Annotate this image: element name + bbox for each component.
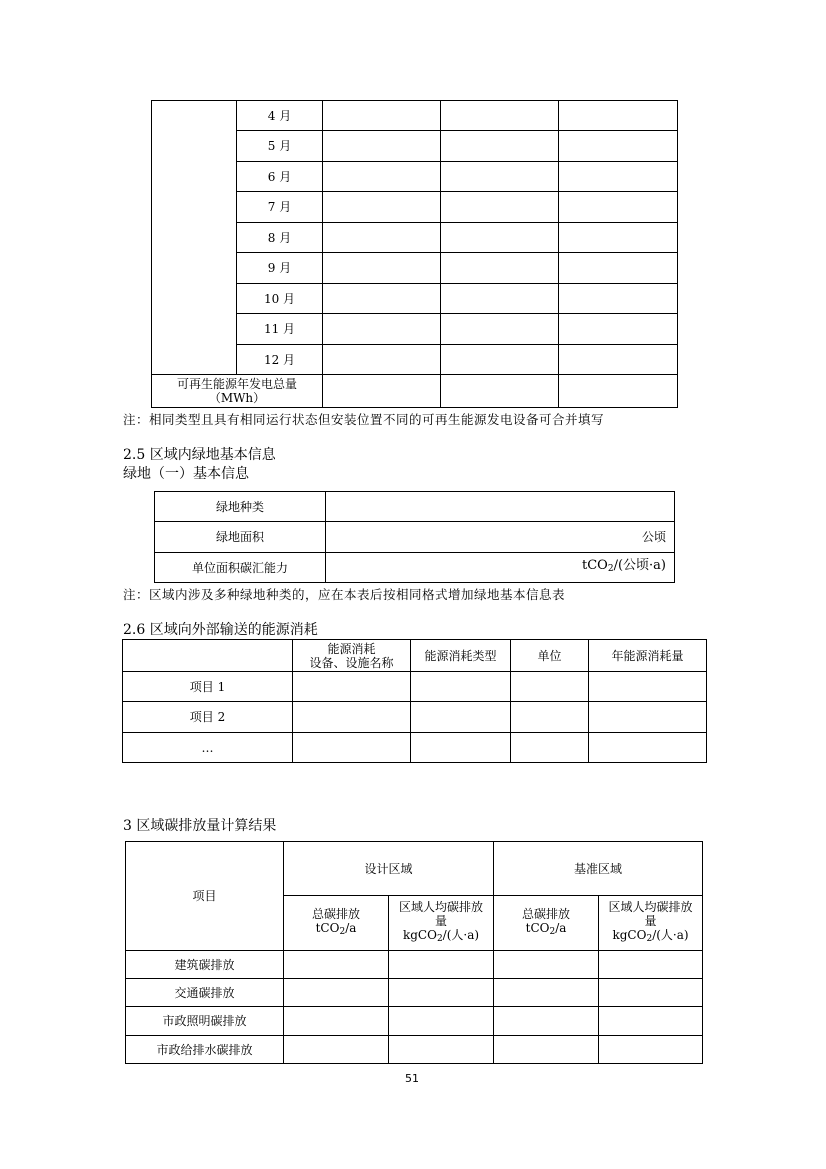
- data-cell[interactable]: [284, 1036, 389, 1064]
- data-cell[interactable]: [284, 979, 389, 1007]
- data-cell[interactable]: [441, 162, 559, 192]
- data-cell[interactable]: [323, 223, 441, 253]
- data-cell[interactable]: [323, 314, 441, 345]
- renewable-generation-table: [151, 100, 678, 408]
- data-cell[interactable]: [441, 131, 559, 162]
- data-cell[interactable]: [589, 702, 707, 733]
- data-cell[interactable]: [323, 101, 441, 131]
- annual-consumption-header: 年能源消耗量: [589, 640, 707, 672]
- data-cell[interactable]: [284, 1007, 389, 1036]
- carbon-sink-value[interactable]: [326, 553, 675, 583]
- month-label: 4 月: [237, 101, 323, 131]
- water-emission-label: 市政给排水碳排放: [126, 1036, 284, 1064]
- data-cell[interactable]: [559, 223, 678, 253]
- annual-total-label: [152, 375, 323, 408]
- data-cell[interactable]: [599, 979, 703, 1007]
- data-cell[interactable]: [511, 702, 589, 733]
- data-cell[interactable]: [441, 314, 559, 345]
- green-area-value[interactable]: [326, 522, 675, 553]
- data-cell[interactable]: [559, 284, 678, 314]
- month-label: 9 月: [237, 253, 323, 284]
- item-label: 项目 2: [123, 702, 293, 733]
- note-renewable: 注：相同类型且具有相同运行状态但安装位置不同的可再生能源发电设备可合并填写: [123, 412, 605, 427]
- empty-header-cell: [123, 640, 293, 672]
- merged-type-cell: [152, 101, 237, 375]
- data-cell[interactable]: [389, 979, 494, 1007]
- month-label: 12 月: [237, 345, 323, 375]
- data-cell[interactable]: [411, 702, 511, 733]
- data-cell[interactable]: [494, 951, 599, 979]
- data-cell[interactable]: [599, 1036, 703, 1064]
- data-cell[interactable]: [441, 223, 559, 253]
- data-cell[interactable]: [494, 979, 599, 1007]
- green-space-subheading: 绿地（一）基本信息: [123, 466, 249, 482]
- month-label: 10 月: [237, 284, 323, 314]
- annual-total-label-line1: 可再生能源年发电总量: [176, 377, 297, 391]
- design-area-header: 设计区域: [284, 842, 494, 896]
- annual-total-label-line2: （MWh）: [208, 391, 266, 405]
- data-cell[interactable]: [323, 253, 441, 284]
- data-cell[interactable]: [559, 131, 678, 162]
- data-cell[interactable]: [411, 733, 511, 763]
- green-type-label: 绿地种类: [155, 492, 326, 522]
- data-cell[interactable]: [559, 253, 678, 284]
- data-cell[interactable]: [323, 284, 441, 314]
- data-cell[interactable]: [589, 672, 707, 702]
- energy-export-table: [122, 639, 707, 763]
- carbon-sink-unit: tCO$_2$/(公顷·a): [582, 558, 666, 574]
- data-cell[interactable]: [323, 192, 441, 223]
- data-cell[interactable]: [441, 284, 559, 314]
- data-cell[interactable]: [441, 345, 559, 375]
- device-name-header: 能源消耗 设备、设施名称: [293, 640, 411, 672]
- section-3-heading: 3 区域碳排放量计算结果: [123, 818, 277, 834]
- data-cell[interactable]: [411, 672, 511, 702]
- month-label: 7 月: [237, 192, 323, 223]
- section-2-6-heading: 2.6 区域向外部输送的能源消耗: [123, 622, 318, 638]
- design-percapita-header: 区域人均碳排放 量 kgCO$_2$/(人·a): [389, 896, 494, 951]
- data-cell[interactable]: [589, 733, 707, 763]
- data-cell[interactable]: [441, 253, 559, 284]
- data-cell[interactable]: [389, 1036, 494, 1064]
- page-number: 51: [405, 1072, 419, 1085]
- item-label: …: [123, 733, 293, 763]
- section-2-5-heading: 2.5 区域内绿地基本信息: [123, 447, 276, 463]
- data-cell[interactable]: [323, 345, 441, 375]
- green-area-label: 绿地面积: [155, 522, 326, 553]
- note-green-space: 注：区域内涉及多种绿地种类的，应在本表后按相同格式增加绿地基本信息表: [123, 587, 566, 602]
- month-label: 6 月: [237, 162, 323, 192]
- baseline-area-header: 基准区域: [494, 842, 703, 896]
- lighting-emission-label: 市政照明碳排放: [126, 1007, 284, 1036]
- data-cell[interactable]: [323, 375, 441, 408]
- data-cell[interactable]: [599, 1007, 703, 1036]
- data-cell[interactable]: [559, 101, 678, 131]
- data-cell[interactable]: [599, 951, 703, 979]
- baseline-total-header: 总碳排放 tCO$_2$/a: [494, 896, 599, 951]
- data-cell[interactable]: [559, 375, 678, 408]
- data-cell[interactable]: [559, 345, 678, 375]
- data-cell[interactable]: [293, 672, 411, 702]
- data-cell[interactable]: [293, 733, 411, 763]
- unit-header: 单位: [511, 640, 589, 672]
- energy-type-header: 能源消耗类型: [411, 640, 511, 672]
- data-cell[interactable]: [441, 375, 559, 408]
- data-cell[interactable]: [494, 1036, 599, 1064]
- data-cell[interactable]: [441, 192, 559, 223]
- data-cell[interactable]: [441, 101, 559, 131]
- green-type-value[interactable]: [326, 492, 675, 522]
- carbon-results-table: [125, 841, 703, 1064]
- month-label: 5 月: [237, 131, 323, 162]
- green-area-unit: 公顷: [641, 530, 666, 544]
- green-space-table: [154, 491, 675, 583]
- item-header: 项目: [126, 842, 284, 951]
- item-label: 项目 1: [123, 672, 293, 702]
- month-label: 11 月: [237, 314, 323, 345]
- month-label: 8 月: [237, 223, 323, 253]
- data-cell[interactable]: [323, 162, 441, 192]
- data-cell[interactable]: [389, 951, 494, 979]
- baseline-percapita-header: 区域人均碳排放 量 kgCO$_2$/(人·a): [599, 896, 703, 951]
- data-cell[interactable]: [323, 131, 441, 162]
- transport-emission-label: 交通碳排放: [126, 979, 284, 1007]
- data-cell[interactable]: [389, 1007, 494, 1036]
- design-total-header: 总碳排放 tCO$_2$/a: [284, 896, 389, 951]
- data-cell[interactable]: [293, 702, 411, 733]
- data-cell[interactable]: [511, 672, 589, 702]
- data-cell[interactable]: [559, 192, 678, 223]
- data-cell[interactable]: [511, 733, 589, 763]
- building-emission-label: 建筑碳排放: [126, 951, 284, 979]
- data-cell[interactable]: [559, 162, 678, 192]
- data-cell[interactable]: [559, 314, 678, 345]
- carbon-sink-label: 单位面积碳汇能力: [155, 553, 326, 583]
- data-cell[interactable]: [494, 1007, 599, 1036]
- data-cell[interactable]: [284, 951, 389, 979]
